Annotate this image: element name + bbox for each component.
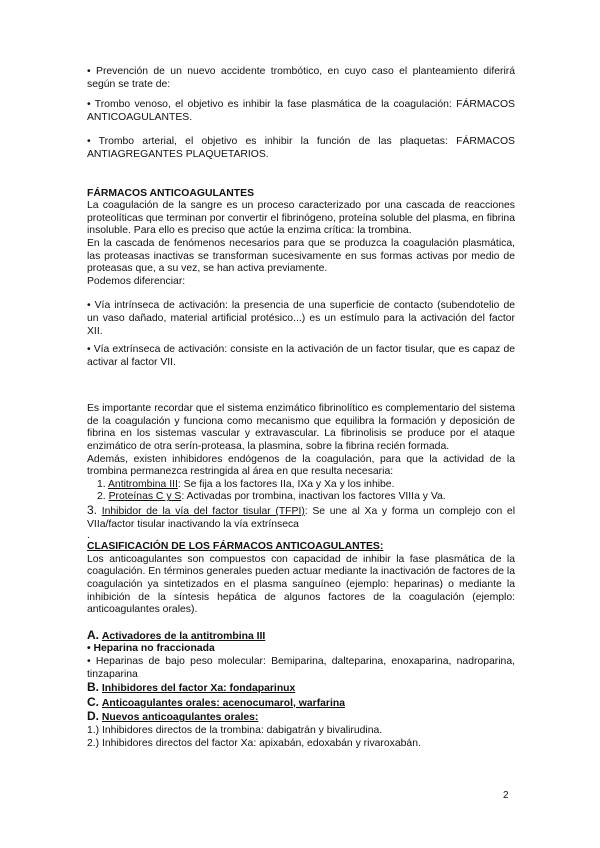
intro-bullet-arterial: • Trombo arterial, el objetivo es inhibir la función de las plaquetas: FÁRMACOS ANTIAGREGANTES PLAQUETARIOS.	[87, 136, 515, 160]
inhibitor-item-3	[87, 504, 515, 531]
inhibitor-item-1-text: : Se fija a los factores IIa, IXa y Xa y los inhibe.	[177, 478, 395, 490]
classification-paragraph: Los anticoagulantes son compuestos con capacidad de inhibir la fase plasmática de la coagulación. En términos generales pueden actuar mediante la inactivación de factores de la coagulación ya sintetizados en el plasma sanguíneo (ejemplo: heparinas) o mediante la inhibición de la síntesis hepática de algunos factores de la coagulación (ejemplo: anticoagulantes orales).	[87, 553, 516, 616]
section-d-item-2: 2.) Inhibidores directos del factor Xa: apixabán, edoxabán y rivaroxabán.	[87, 737, 421, 749]
section-c-letter: C.	[87, 694, 99, 709]
inhibitor-item-2-term: Proteínas C y S	[108, 491, 182, 503]
section-d-title: Nuevos anticoagulantes orales:	[101, 712, 259, 724]
section-a-heading	[87, 629, 515, 644]
section-a-bullet-2: • Heparinas de bajo peso molecular: Bemiparina, dalteparina, enoxaparina, nadroparina, tinzaparina	[87, 655, 515, 680]
page-number: 2	[503, 790, 509, 801]
inhibitor-item-1	[97, 479, 515, 492]
extrinsic-pathway-bullet: • Vía extrínseca de activación: consiste en la activación de un factor tisular, que es capaz de activar al factor VII.	[87, 344, 515, 368]
stray-dot: .	[87, 530, 90, 542]
inhibitor-item-2-num: 2.	[97, 491, 106, 503]
section-a-letter: A.	[87, 627, 99, 642]
section-b-title: Inhibidores del factor Xa: fondaparinux	[101, 683, 296, 695]
anticoagulants-heading: FÁRMACOS ANTICOAGULANTES	[87, 187, 255, 199]
inhibitor-item-1-term: Antitrombina III	[108, 478, 178, 490]
inhibitor-item-3-term: Inhibidor de la vía del factor tisular (TFPI)	[101, 506, 305, 518]
section-b-heading	[87, 681, 515, 696]
intrinsic-pathway-bullet: • Vía intrínseca de activación: la presencia de una superficie de contacto (subendotelio de un vaso dañado, material artificial protésico...) es un estímulo para la activación del factor XII.	[87, 300, 515, 337]
intro-bullet-venous: • Trombo venoso, el objetivo es inhibir la fase plasmática de la coagulación: FÁRMACOS ANTICOAGULANTES.	[87, 99, 515, 123]
section-c-title: Anticoagulantes orales: acenocumarol, warfarina	[101, 697, 345, 709]
fibrinolytic-paragraph-1: Es importante recordar que el sistema enzimático fibrinolítico es complementario del sistema de la coagulación y funciona como mecanismo que equilibra la formación y deposición de fibrina en los sistemas vascular y extravascular. La fibrinolisis se produce por el ataque enzimático de otra serín-proteasa, la plasmina, sobre la fibrina recién formada.	[87, 403, 515, 453]
anticoagulants-paragraph-1: La coagulación de la sangre es un proceso caracterizado por una cascada de reacciones proteolíticas que terminan por convertir el fibrinógeno, proteína soluble del plasma, en fibrina insoluble. Para ello es preciso que actúe la enzima crítica: la trombina.	[87, 200, 515, 237]
section-d-heading	[87, 710, 515, 725]
inhibitor-item-2	[97, 491, 515, 504]
section-a-title: Activadores de la antitrombina III	[101, 630, 266, 642]
inhibitor-item-3-text: : Se une al Xa y forma un complejo con el VIIa/factor tisular inactivando la vía extrínseca	[87, 506, 516, 530]
section-c-heading	[87, 696, 515, 711]
intro-paragraph-1: • Prevención de un nuevo accidente trombótico, en cuyo caso el planteamiento diferirá según se trate de:	[87, 66, 515, 90]
inhibitor-item-2-text: : Activadas por trombina, inactivan los factores VIIIa y Va.	[181, 491, 446, 503]
page-content	[87, 66, 515, 750]
classification-heading: CLASIFICACIÓN DE LOS FÁRMACOS ANTICOAGULANTES:	[87, 541, 384, 553]
section-d-item-1: 1.) Inhibidores directos de la trombina: dabigatrán y bivalirudina.	[87, 724, 383, 736]
section-d-letter: D.	[87, 709, 99, 724]
anticoagulants-paragraph-3: Podemos diferenciar:	[87, 275, 186, 287]
inhibitor-item-1-num: 1.	[97, 478, 106, 490]
anticoagulants-paragraph-2: En la cascada de fenómenos necesarios para que se produzca la coagulación plasmática, las proteasas inactivas se transforman sucesivamente en sus formas activas por medio de proteasas que, a su vez, se han activa previamente.	[87, 237, 515, 275]
fibrinolytic-paragraph-2: Además, existen inhibidores endógenos de la coagulación, para que la actividad de la trombina permanezca restringida al área en que resulta necesaria:	[87, 453, 515, 478]
section-b-letter: B.	[87, 680, 99, 695]
section-a-bullet-1: • Heparina no fraccionada	[87, 643, 215, 655]
inhibitor-item-3-num: 3.	[87, 503, 98, 518]
